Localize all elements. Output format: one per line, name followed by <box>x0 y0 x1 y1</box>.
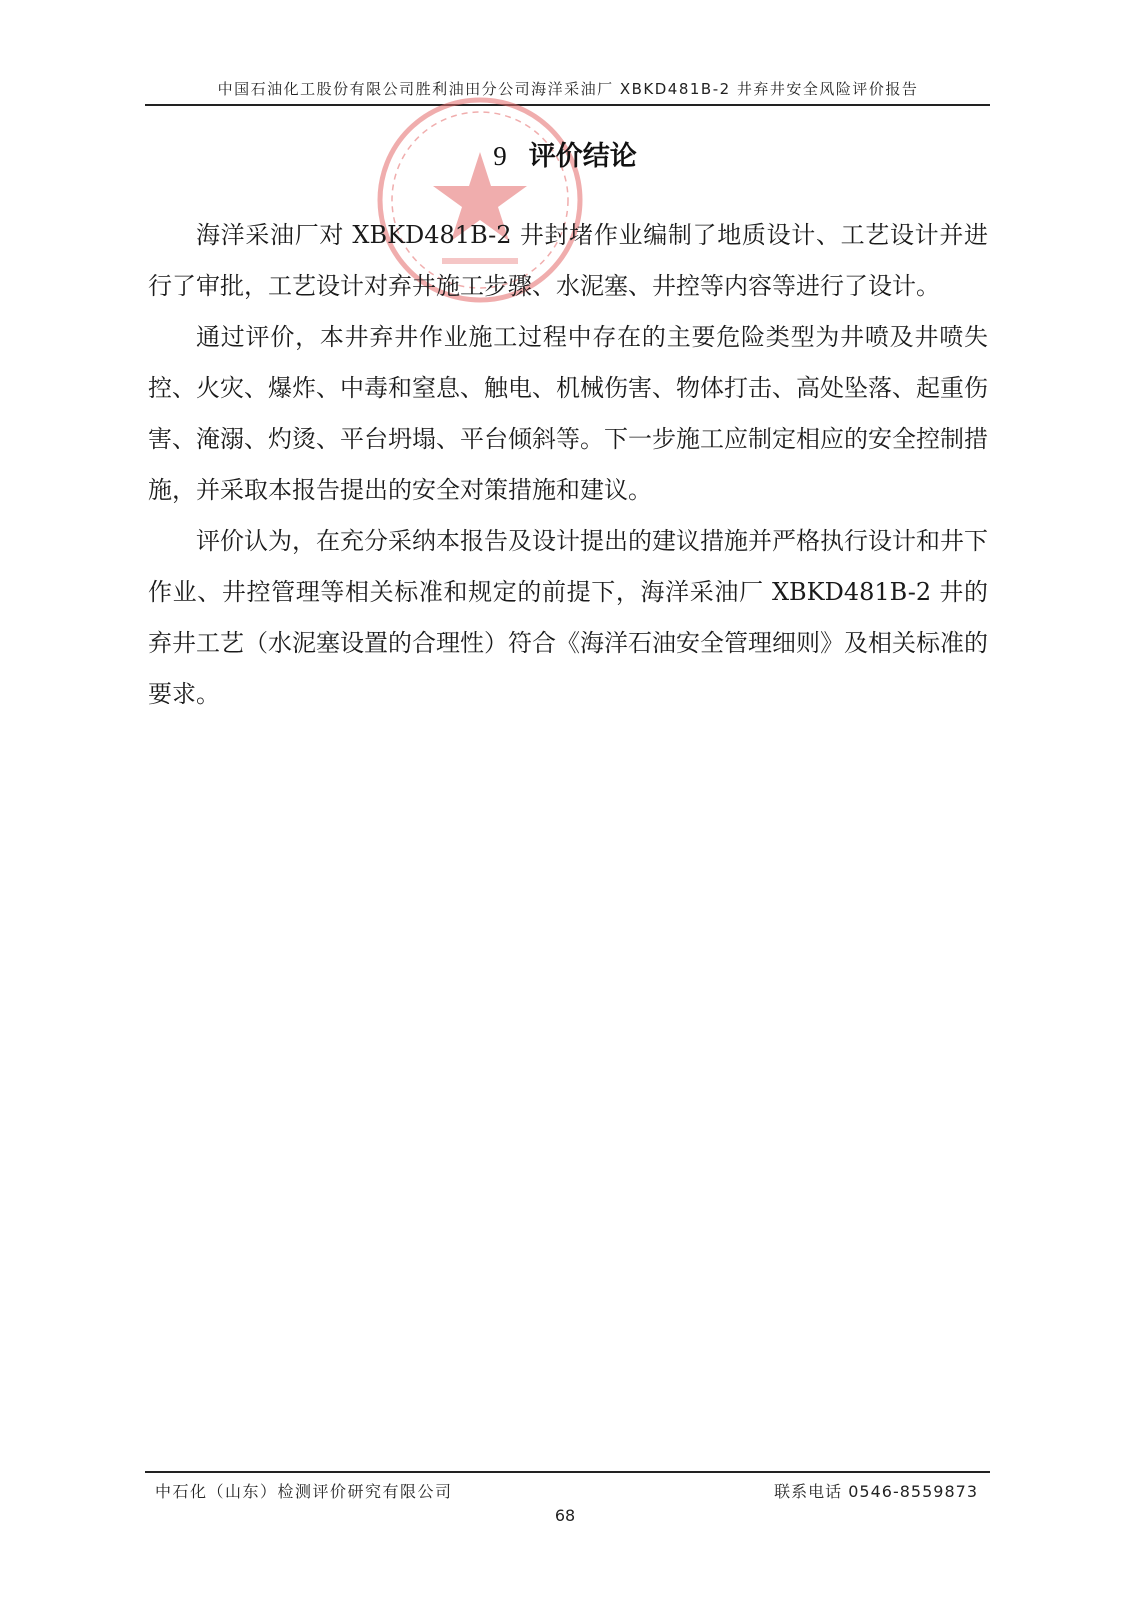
chapter-heading <box>0 134 1130 173</box>
paragraph-3: 评价认为，在充分采纳本报告及设计提出的建议措施并严格执行设计和井下作业、井控管理等相关标准和规定的前提下，海洋采油厂 XBKD481B-2 井的弃井工艺（水泥塞设置的合理性）符合《海洋石油安全管理细则》及相关标准的要求。 <box>148 527 988 708</box>
chapter-number: 9 <box>493 141 507 171</box>
footer-phone: 联系电话 0546-8559873 <box>774 1482 978 1501</box>
conclusion-body <box>148 210 988 720</box>
page-number: 68 <box>554 1506 576 1525</box>
footer-divider <box>145 1471 990 1473</box>
footer-company-name: 中石化（山东）检测评价研究有限公司 <box>155 1482 453 1501</box>
running-header: 中国石油化工股份有限公司胜利油田分公司海洋采油厂 XBKD481B-2 井弃井安全风险评价报告 <box>217 80 919 98</box>
paragraph-2: 通过评价，本井弃井作业施工过程中存在的主要危险类型为井喷及井喷失控、火灾、爆炸、中毒和窒息、触电、机械伤害、物体打击、高处坠落、起重伤害、淹溺、灼烫、平台坍塌、平台倾斜等。下一步施工应制定相应的安全控制措施，并采取本报告提出的安全对策措施和建议。 <box>148 323 988 504</box>
chapter-title-text: 评价结论 <box>528 141 637 172</box>
paragraph-1: 海洋采油厂对 XBKD481B-2 井封堵作业编制了地质设计、工艺设计并进行了审批，工艺设计对弃井施工步骤、水泥塞、井控等内容等进行了设计。 <box>148 221 988 300</box>
